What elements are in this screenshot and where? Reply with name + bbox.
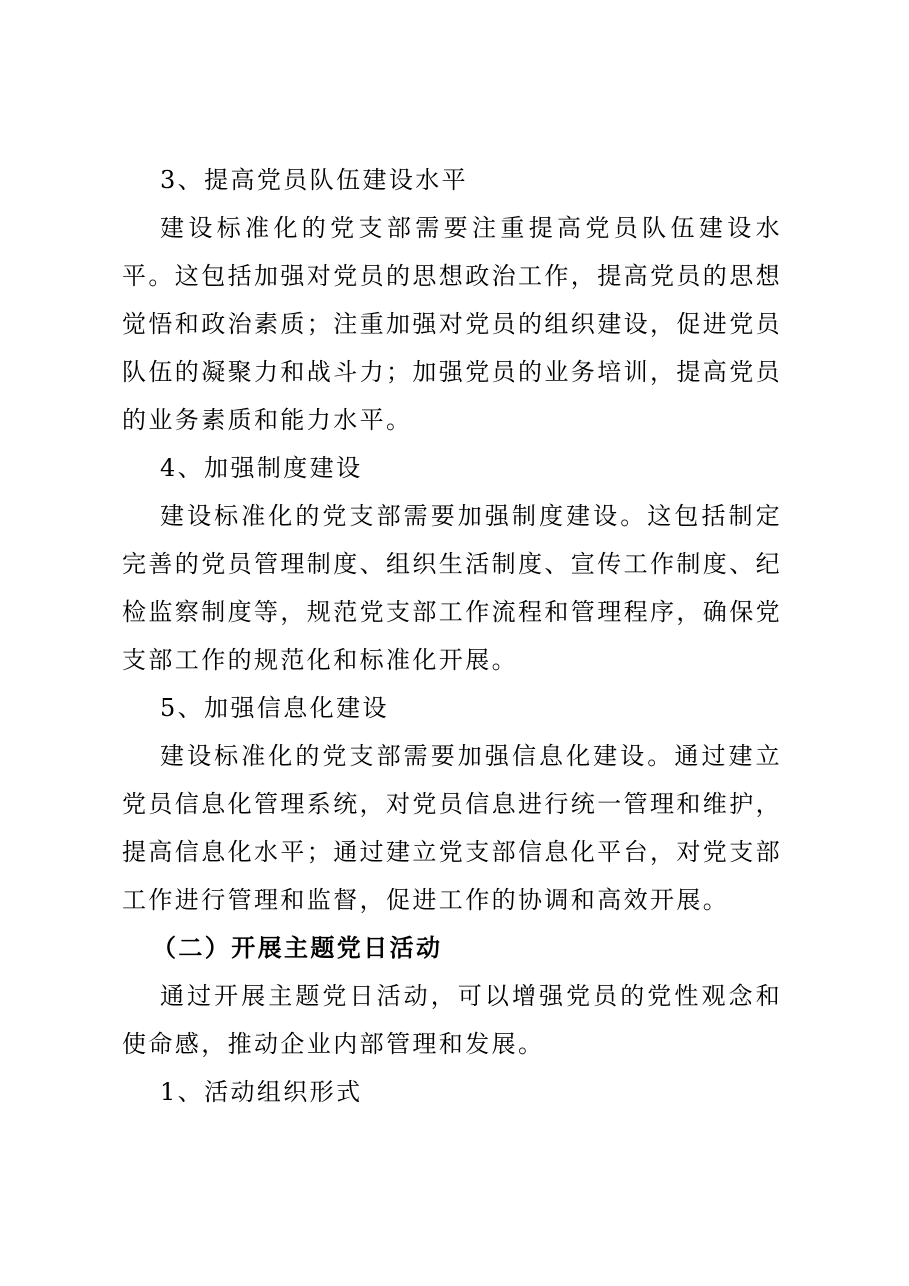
subheading-informatization: 5、加强信息化建设 bbox=[160, 694, 389, 722]
subheading-improve-team: 3、提高党员队伍建设水平 bbox=[160, 166, 469, 194]
paragraph-informatization: 建设标准化的党支部需要加强信息化建设。通过建立党员信息化管理系统，对党员信息进行统一管理和维护，提高信息化水平；通过建立党支部信息化平台，对党支部工作进行管理和监督，促进工作的协调和高效开展。 bbox=[122, 742, 782, 914]
document-page bbox=[122, 156, 782, 1116]
paragraph-improve-team: 建设标准化的党支部需要注重提高党员队伍建设水平。这包括加强对党员的思想政治工作，提高党员的思想觉悟和政治素质；注重加强对党员的组织建设，促进党员队伍的凝聚力和战斗力；加强党员的业务培训，提高党员的业务素质和能力水平。 bbox=[122, 214, 782, 434]
section-heading-theme-day: （二）开展主题党日活动 bbox=[152, 934, 443, 962]
subheading-activity-format: 1、活动组织形式 bbox=[160, 1078, 363, 1106]
paragraph-theme-day: 通过开展主题党日活动，可以增强党员的党性观念和使命感，推动企业内部管理和发展。 bbox=[122, 982, 782, 1058]
paragraph-system-building: 建设标准化的党支部需要加强制度建设。这包括制定完善的党员管理制度、组织生活制度、宣传工作制度、纪检监察制度等，规范党支部工作流程和管理程序，确保党支部工作的规范化和标准化开展。 bbox=[122, 502, 782, 674]
subheading-system-building: 4、加强制度建设 bbox=[160, 454, 363, 482]
